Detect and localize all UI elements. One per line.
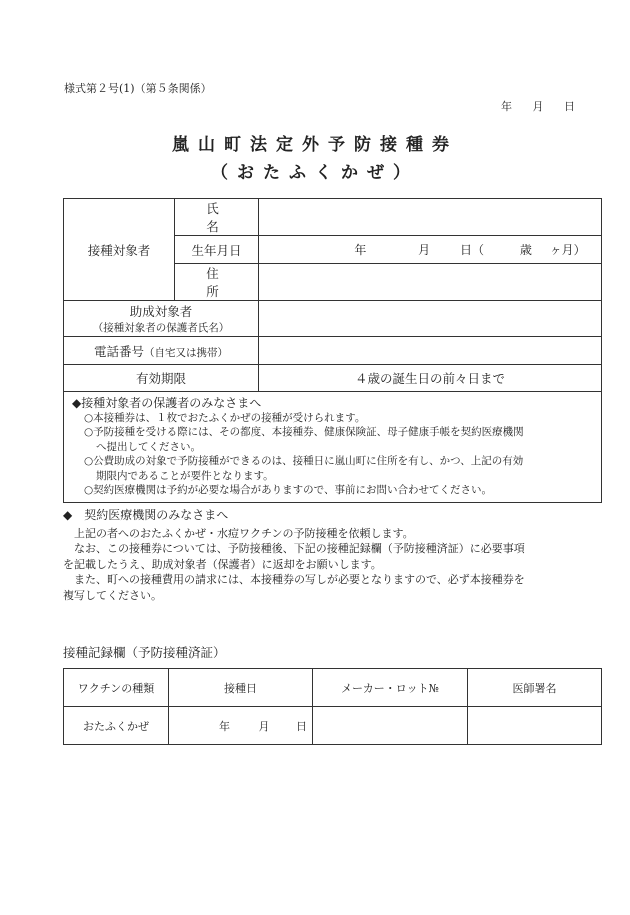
- guardian-sublabel: （接種対象者の保護者氏名）: [92, 322, 230, 334]
- record-title: 接種記録欄（予防接種済証）: [63, 645, 226, 660]
- note-item: ○契約医療機関は予約が必要な場合がありますので、事前にお問い合わせてください。: [84, 484, 492, 496]
- form-number: 様式第２号(1)（第５条関係）: [64, 82, 212, 95]
- date-day-label: 日: [564, 100, 575, 113]
- instruction-line: また、町への接種費用の請求には、本接種券の写しが必要となりますので、必ず本接種券を: [74, 573, 525, 586]
- phone-label: 電話番号: [93, 343, 144, 359]
- record-header: ワクチンの種類: [64, 669, 169, 707]
- page-subtitle: （おたふくかぜ）: [211, 163, 419, 183]
- guardian-field[interactable]: [259, 301, 602, 337]
- guardian-label-cell: [64, 301, 259, 337]
- issue-date: [484, 98, 575, 114]
- record-date-field[interactable]: [169, 707, 313, 745]
- date-year-label: 年: [501, 100, 512, 113]
- address-field[interactable]: [259, 264, 602, 301]
- vaccination-record-table: [63, 668, 602, 745]
- guardian-label: 助成対象者: [129, 304, 193, 319]
- phone-sublabel: （自宅又は携帯）: [144, 346, 228, 359]
- record-header: 接種日: [169, 669, 313, 707]
- note-item: ○予防接種を受ける際には、その都度、本接種券、健康保険証、母子健康手帳を契約医療機関: [84, 426, 524, 438]
- dob-month: 月: [418, 243, 431, 257]
- validity-label: 有効期限: [64, 365, 259, 392]
- dob-field[interactable]: [259, 236, 602, 264]
- phone-label-cell: [64, 337, 259, 365]
- name-field[interactable]: [259, 199, 602, 236]
- record-month: 月: [258, 719, 270, 733]
- page-title: 嵐山町法定外予防接種券: [172, 135, 458, 155]
- guardian-notes: [64, 392, 602, 503]
- dob-age: 歳: [519, 243, 532, 257]
- dob-months: ヶ月）: [549, 243, 586, 257]
- note-item: 期限内であることが要件となります。: [96, 469, 274, 482]
- subject-label: 接種対象者: [64, 199, 175, 301]
- record-header: 医師署名: [468, 669, 602, 707]
- date-month-label: 月: [532, 100, 544, 113]
- record-header: メーカー・ロット№: [313, 669, 468, 707]
- note-item: へ提出してください。: [96, 440, 201, 453]
- record-signature-field[interactable]: [468, 707, 602, 745]
- record-vaccine: おたふくかぜ: [64, 707, 169, 745]
- validity-value: ４歳の誕生日の前々日まで: [259, 365, 602, 392]
- notes-heading: ◆接種対象者の保護者のみなさまへ: [72, 396, 262, 410]
- record-year: 年: [219, 719, 230, 733]
- dob-year: 年: [354, 243, 367, 257]
- instruction-line: なお、この接種券については、予防接種後、下記の接種記録欄（予防接種済証）に必要事項: [74, 542, 525, 555]
- phone-field[interactable]: [259, 337, 602, 365]
- note-item: ○公費助成の対象で予防接種ができるのは、接種日に嵐山町に住所を有し、かつ、上記の有効: [84, 455, 524, 467]
- dob-day: 日（: [459, 243, 484, 257]
- dob-label: 生年月日: [175, 236, 259, 264]
- record-day: 日: [296, 719, 307, 733]
- address-label: 住 所: [175, 264, 259, 301]
- instruction-line: 複写してください。: [63, 588, 162, 602]
- record-lot-field[interactable]: [313, 707, 468, 745]
- name-label: 氏 名: [175, 199, 259, 236]
- note-item: ○本接種券は、１枚でおたふくかぜの接種が受けられます。: [84, 411, 366, 424]
- instruction-line: 上記の者へのおたふくかぜ・水痘ワクチンの予防接種を依頼します。: [74, 526, 414, 540]
- subject-info-table: [63, 198, 602, 503]
- clinic-instructions: [63, 508, 603, 603]
- instructions-heading: ◆ 契約医療機関のみなさまへ: [63, 508, 229, 522]
- instruction-line: を記載したうえ、助成対象者（保護者）に返却をお願いします。: [63, 557, 382, 571]
